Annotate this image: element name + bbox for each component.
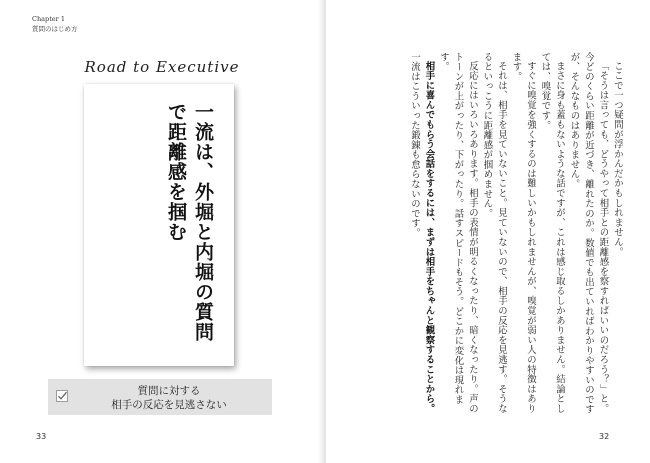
left-page xyxy=(0,0,324,463)
paragraph-3: 今どのくらい距離が近づき、離れたのか。数値でも出ていればわかりやすいのですが、そんなものはありません。 xyxy=(568,52,594,415)
series-title: Road to Executive xyxy=(84,58,240,76)
emphasis-text: 相手に喜んでもらう会話をするには、まずは相手をちゃんと観察することから。 xyxy=(423,61,435,414)
callout-text xyxy=(74,384,264,412)
key-point-text: 一流は、外堀と内堀の質問で距離感を掴む xyxy=(165,102,214,342)
body-text xyxy=(364,52,624,422)
emphasis-paragraph xyxy=(407,52,436,422)
key-point-card xyxy=(84,84,234,366)
page-number-right: 32 xyxy=(599,432,610,441)
check-icon xyxy=(56,390,68,402)
paragraph-1: ここで一つ疑問が浮かんだかもしれません。 xyxy=(612,61,623,258)
callout-line-2: 相手の反応を見逃さない xyxy=(111,399,227,411)
paragraph-6: それは、相手を見ていないこと。見ていないので、相手の反応を見逃す。そうなるといっこうに距離感が掴めません。 xyxy=(481,52,507,414)
paragraph-4: まさに身も蓋もないような話ですが、これは感じ取るしかありません。結論としては、嗅覚です。 xyxy=(539,52,565,414)
section-label: 質問のはじめ方 xyxy=(32,25,78,34)
emphasis-tail: 一流はこういった鍛錬も怠らないのです。 xyxy=(409,52,420,239)
running-head xyxy=(32,14,78,35)
page-number-left: 33 xyxy=(36,432,47,441)
paragraph-7: 反応にはいろいろあります。相手の表情が明るくなったり、暗くなったり。声のトーンが上がったり、下がったり。話すスピードもそう。どこかに変化は現れます。 xyxy=(438,52,478,414)
paragraph-2: 「そうは言っても、どうやって相手との距離感を察すればいいのだろう？」と。 xyxy=(597,61,609,414)
summary-callout xyxy=(48,379,272,415)
paragraph-5: すぐに嗅覚を強くするのは難しいかもしれませんが、嗅覚が弱い人の特徴はあります。 xyxy=(510,52,536,414)
callout-line-1: 質問に対する xyxy=(137,385,201,397)
chapter-label: Chapter 1 xyxy=(32,15,65,23)
